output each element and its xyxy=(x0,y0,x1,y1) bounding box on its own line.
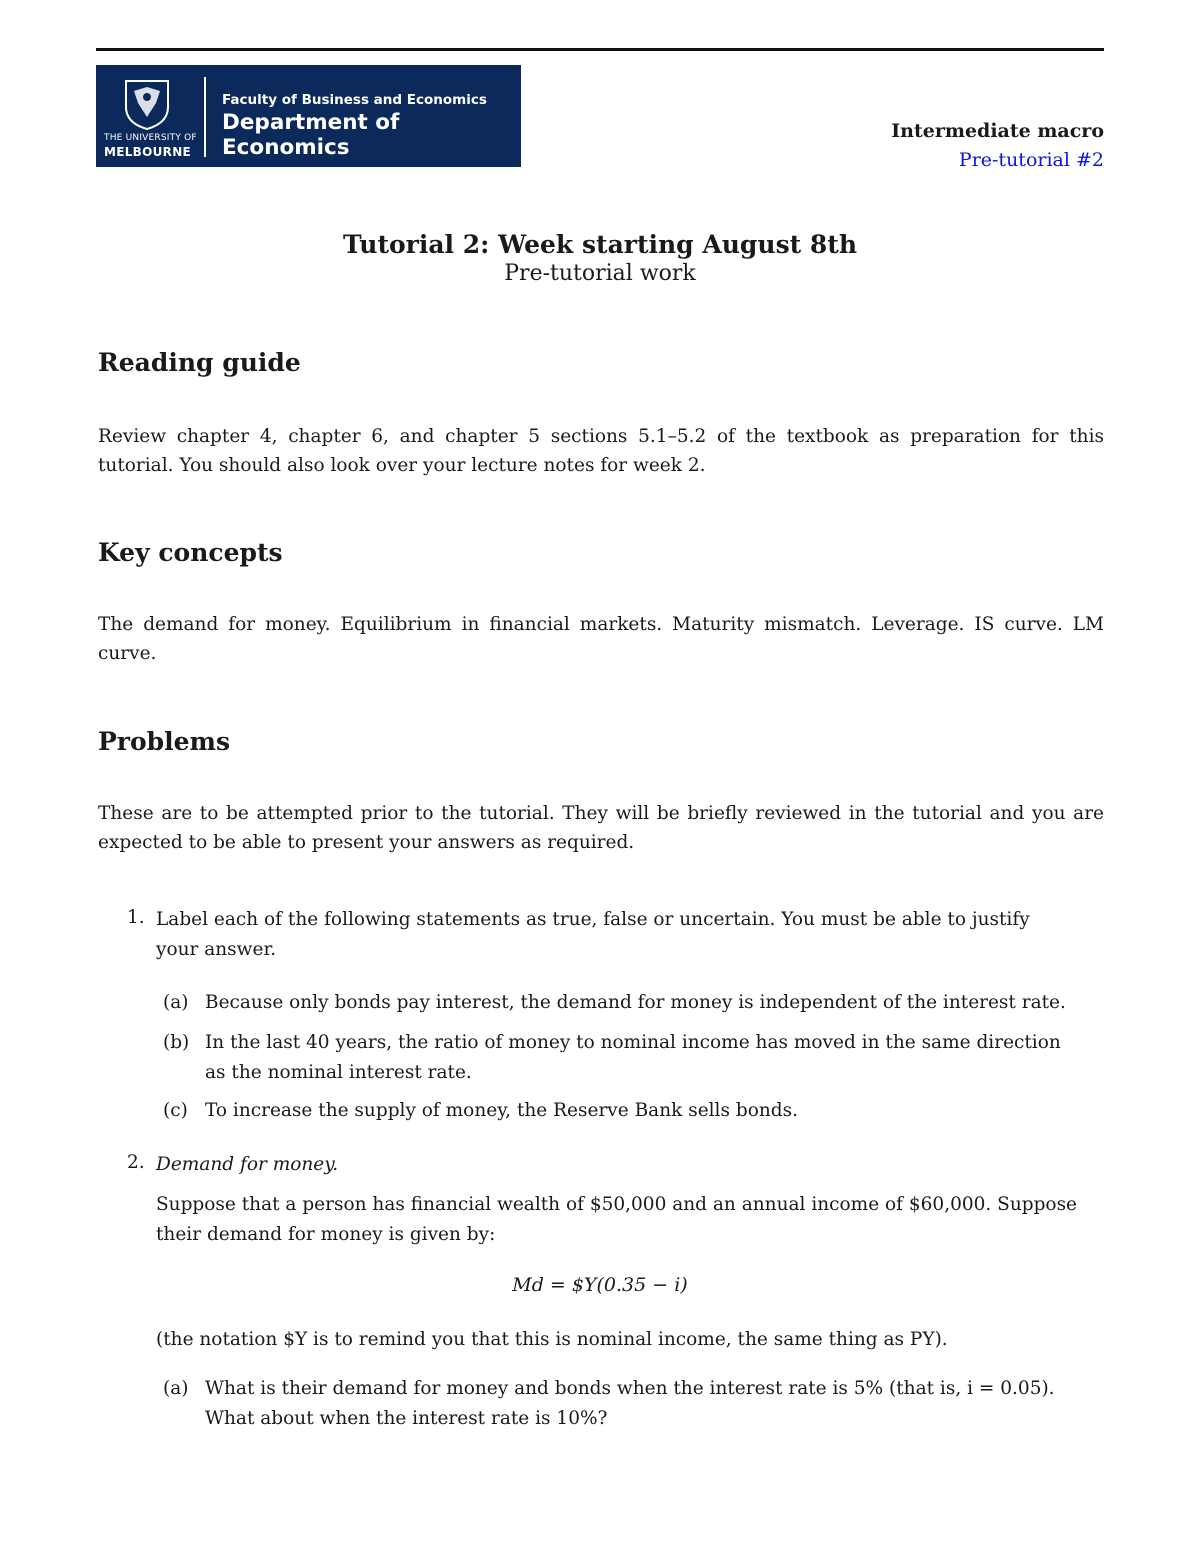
logo-department: Department of Economics xyxy=(222,110,400,160)
problem-2-note: (the notation $Y is to remind you that this is nominal income, the same thing as PY). xyxy=(156,1329,948,1350)
crest-icon xyxy=(120,77,174,131)
concepts-text: The demand for money. Equilibrium in financial markets. Maturity mismatch. Leverage. IS curve. LM curve. xyxy=(98,614,1104,664)
page-subtitle: Pre-tutorial work xyxy=(504,261,696,286)
problem-2a-text-line1: What is their demand for money and bonds when the interest rate is 5% (that is, i = 0.05). xyxy=(205,1378,1055,1399)
logo-faculty: Faculty of Business and Economics xyxy=(222,92,487,108)
concepts-heading: Key concepts xyxy=(98,538,283,567)
problem-2-text-line2: their demand for money is given by: xyxy=(156,1224,496,1245)
problem-1-number: 1. xyxy=(127,907,145,928)
reading-text: Review chapter 4, chapter 6, and chapter 5 sections 5.1–5.2 of the textbook as preparation for this tutorial. You should also look over your lecture notes for week 2. xyxy=(98,426,1104,476)
problem-2-title: Demand for money. xyxy=(156,1154,339,1175)
page-title: Tutorial 2: Week starting August 8th xyxy=(342,230,858,259)
logo-university-line2: MELBOURNE xyxy=(104,145,192,159)
course-info xyxy=(891,117,1104,175)
reading-heading: Reading guide xyxy=(98,348,301,377)
problem-1b-label: (b) xyxy=(163,1032,190,1053)
problem-1b-text-line1: In the last 40 years, the ratio of money to nominal income has moved in the same direction xyxy=(205,1032,1061,1053)
problem-2-number: 2. xyxy=(127,1152,145,1173)
problem-1-text-line1: Label each of the following statements as true, false or uncertain. You must be able to justify xyxy=(156,909,1030,930)
problem-2a-text-line2: What about when the interest rate is 10%? xyxy=(205,1408,608,1429)
problem-1a-text: Because only bonds pay interest, the demand for money is independent of the interest rate. xyxy=(205,992,1066,1013)
problems-intro: These are to be attempted prior to the tutorial. They will be briefly reviewed in the tutorial and you are expected to be able to present your answers as required. xyxy=(98,803,1104,853)
problem-2a-label: (a) xyxy=(163,1378,189,1399)
problem-1c-label: (c) xyxy=(163,1100,188,1121)
logo-university-line1: THE UNIVERSITY OF xyxy=(104,133,197,143)
problem-1b-text-line2: as the nominal interest rate. xyxy=(205,1062,472,1083)
problem-2-text-line1: Suppose that a person has financial wealth of $50,000 and an annual income of $60,000. Suppose xyxy=(156,1194,1078,1215)
problems-heading: Problems xyxy=(98,727,231,756)
university-logo xyxy=(96,65,521,167)
top-rule xyxy=(96,48,1104,51)
problem-1a-label: (a) xyxy=(163,992,189,1013)
logo-divider xyxy=(204,77,206,157)
problem-1c-text: To increase the supply of money, the Reserve Bank sells bonds. xyxy=(205,1100,798,1121)
problem-1-text-line2: your answer. xyxy=(156,939,277,960)
money-demand-equation: Md = $Y(0.35 − i) xyxy=(512,1274,688,1296)
sheet-label: Pre-tutorial #2 xyxy=(958,149,1104,171)
course-name: Intermediate macro xyxy=(891,120,1104,142)
